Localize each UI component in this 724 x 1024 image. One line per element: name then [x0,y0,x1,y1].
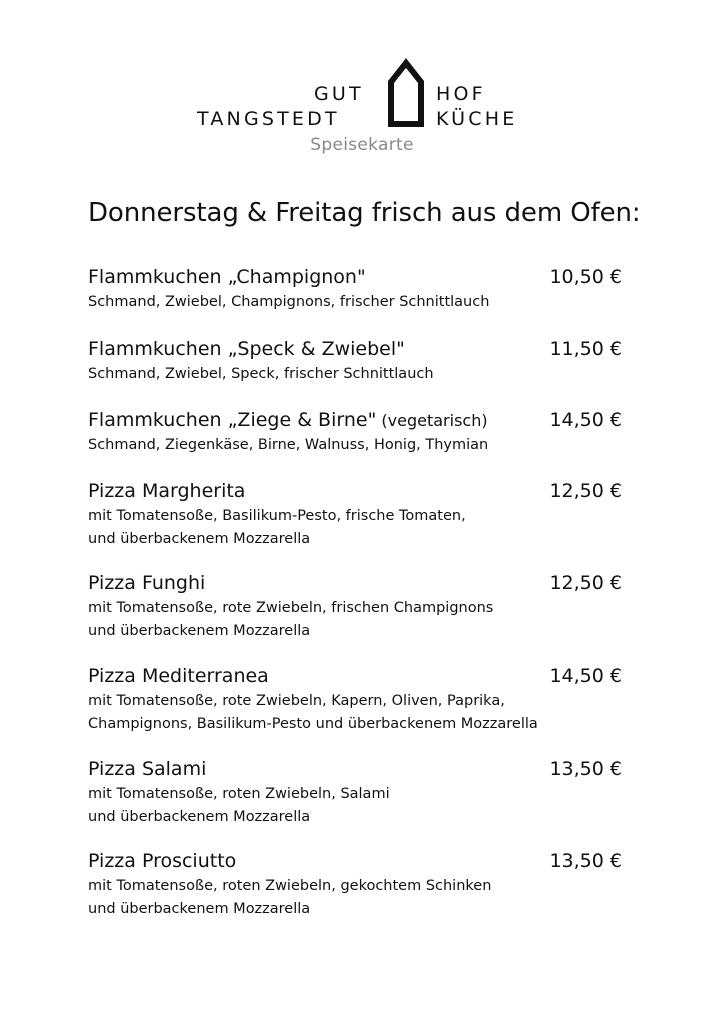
menu-item-price: 12,50 € [549,480,622,502]
menu-item-price: 14,50 € [549,409,622,431]
menu-item-description: mit Tomatensoße, roten Zwiebeln, gekochtem Schinken [88,878,492,894]
menu-item-price: 13,50 € [549,850,622,872]
menu-list [88,265,628,919]
menu-item-note: (vegetarisch) [376,411,488,430]
menu-item-description: mit Tomatensoße, rote Zwiebeln, Kapern, Oliven, Paprika, [88,693,505,709]
menu-item-description: mit Tomatensoße, rote Zwiebeln, frischen Champignons [88,600,494,616]
menu-item-name: Pizza Margherita [88,480,246,502]
menu-item-name: Flammkuchen „Speck & Zwiebel" [88,338,405,360]
menu-item-price: 14,50 € [549,665,622,687]
menu-item-description: Schmand, Zwiebel, Speck, frischer Schnittlauch [88,366,434,382]
menu-item [88,479,628,571]
menu-subtitle: Speisekarte [310,135,414,155]
menu-item-name: Pizza Mediterranea [88,665,269,687]
logo-word-kuche: KÜCHE [436,108,518,130]
menu-item-name: Flammkuchen „Champignon" [88,266,366,288]
logo-word-gut: GUT [314,83,364,105]
menu-item-description-line2: und überbackenem Mozzarella [88,623,311,639]
menu-item [88,571,628,664]
menu-item [88,664,628,757]
menu-item [88,337,628,408]
menu-item-description-line2: und überbackenem Mozzarella [88,901,311,917]
menu-item-description: mit Tomatensoße, Basilikum-Pesto, frische Tomaten, [88,508,466,524]
logo-word-hof: HOF [436,83,486,105]
menu-item [88,265,628,337]
menu-item-description: mit Tomatensoße, roten Zwiebeln, Salami [88,786,390,802]
menu-item-description-line2: Champignons, Basilikum-Pesto und überbackenem Mozzarella [88,716,538,732]
logo-word-tangstedt: TANGSTEDT [197,108,340,130]
page-heading: Donnerstag & Freitag frisch aus dem Ofen: [88,198,641,228]
menu-item-price: 10,50 € [549,266,622,288]
menu-item-price: 12,50 € [549,572,622,594]
menu-item-name: Pizza Salami [88,758,207,780]
menu-item [88,408,628,479]
menu-item-name: Pizza Prosciutto [88,850,237,872]
menu-item-description: Schmand, Ziegenkäse, Birne, Walnuss, Honig, Thymian [88,437,489,453]
logo [0,58,724,158]
menu-item-description: Schmand, Zwiebel, Champignons, frischer Schnittlauch [88,294,490,310]
menu-item [88,757,628,849]
house-outline-icon [386,58,426,130]
menu-item-price: 11,50 € [549,338,622,360]
menu-item-name: Flammkuchen „Ziege & Birne" (vegetarisch) [88,409,488,431]
menu-item [88,849,628,919]
menu-item-description-line2: und überbackenem Mozzarella [88,531,311,547]
menu-item-description-line2: und überbackenem Mozzarella [88,809,311,825]
menu-item-price: 13,50 € [549,758,622,780]
menu-item-name: Pizza Funghi [88,572,206,594]
